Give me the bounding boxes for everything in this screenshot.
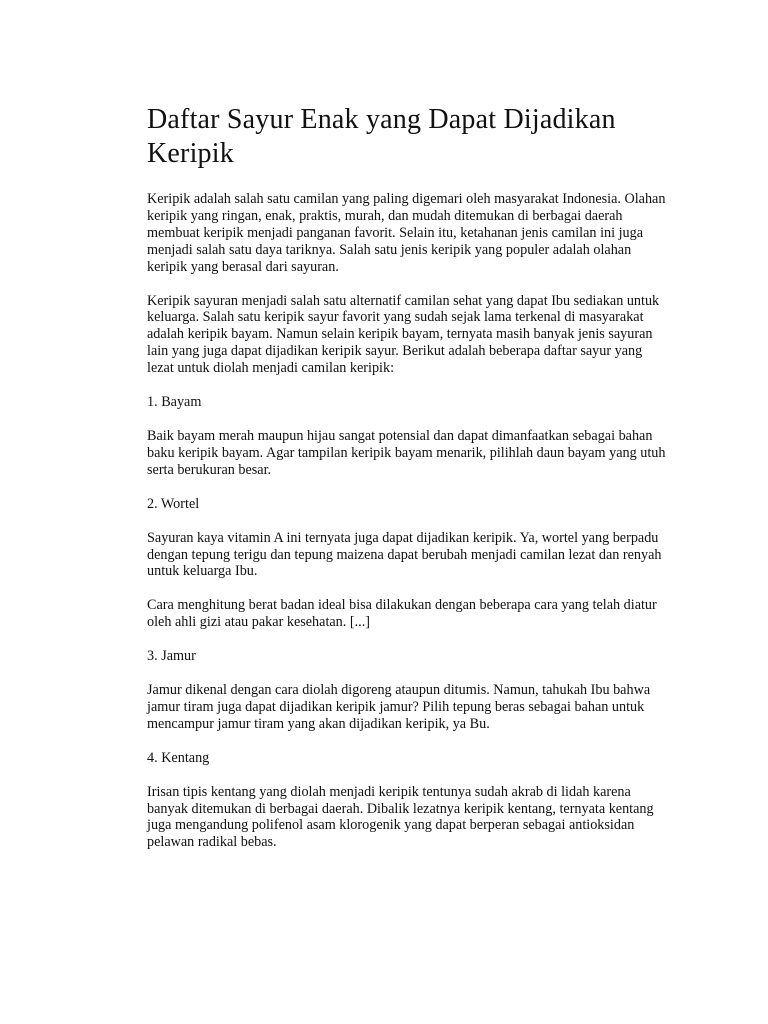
intro-paragraph-1: Keripik adalah salah satu camilan yang paling digemari oleh masyarakat Indonesia. Olahan keripik yang ringan, enak, praktis, murah, dan mudah ditemukan di berbagai daerah membuat keripik menjadi panganan favorit. Selain itu, ketahanan jenis camilan ini juga menjadi salah satu daya tariknya. Salah satu jenis keripik yang populer adalah olahan keripik yang berasal dari sayuran.: [147, 191, 666, 275]
section-heading-bayam: 1. Bayam: [147, 394, 202, 411]
section-heading-jamur: 3. Jamur: [147, 648, 196, 665]
intro-paragraph-2: Keripik sayuran menjadi salah satu alternatif camilan sehat yang dapat Ibu sediakan untuk keluarga. Salah satu keripik sayur favorit yang sudah sejak lama terkenal di masyarakat adalah keripik bayam. Namun selain keripik bayam, ternyata masih banyak jenis sayuran lain yang juga dapat dijadikan keripik sayur. Berikut adalah beberapa daftar sayur yang lezat untuk diolah menjadi camilan keripik:: [147, 292, 660, 377]
section-heading-wortel: 2. Wortel: [147, 495, 200, 512]
section-paragraph-jamur: Jamur dikenal dengan cara diolah digoreng ataupun ditumis. Namun, tahukah Ibu bahwa jamur tiram juga dapat dijadikan keripik jamur? Pilih tepung beras sebagai bahan untuk mencampur jamur tiram yang akan dijadikan keripik, ya Bu.: [147, 682, 651, 732]
document-page: [147, 103, 667, 868]
section-heading-kentang: 4. Kentang: [147, 749, 210, 766]
section-paragraph-wortel: Sayuran kaya vitamin A ini ternyata juga dapat dijadikan keripik. Ya, wortel yang berpadu dengan tepung terigu dan tepung maizena dapat berubah menjadi camilan lezat dan renyah untuk keluarga Ibu.: [147, 529, 662, 580]
document-title: Daftar Sayur Enak yang Dapat Dijadikan Keripik: [147, 104, 616, 169]
section-paragraph-kentang: Irisan tipis kentang yang diolah menjadi keripik tentunya sudah akrab di lidah karena banyak ditemukan di berbagai daerah. Dibalik lezatnya keripik kentang, ternyata kentang juga mengandung polifenol asam klorogenik yang dapat berperan sebagai antioksidan pelawan radikal bebas.: [147, 783, 654, 851]
section-paragraph-bayam: Baik bayam merah maupun hijau sangat potensial dan dapat dimanfaatkan sebagai bahan baku keripik bayam. Agar tampilan keripik bayam menarik, pilihlah daun bayam yang utuh serta berukuran besar.: [147, 427, 666, 478]
section-paragraph-berat-badan: Cara menghitung berat badan ideal bisa dilakukan dengan beberapa cara yang telah diatur oleh ahli gizi atau pakar kesehatan. [...]: [147, 597, 657, 631]
